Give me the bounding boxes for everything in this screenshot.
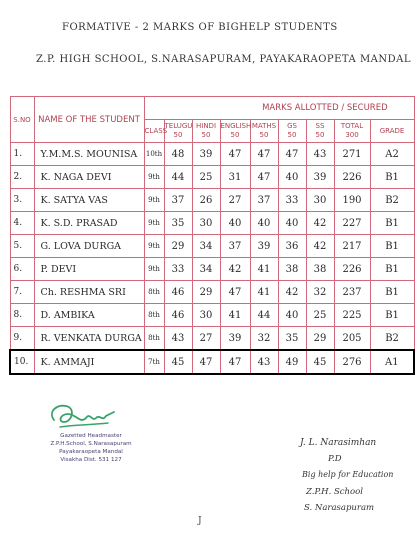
mark-cell: 38 [278, 258, 306, 281]
stamp-title: Gazetted Headmaster [60, 433, 122, 439]
mark-cell: 46 [164, 281, 192, 304]
mark-cell: 47 [220, 143, 250, 166]
mark-cell: 47 [278, 143, 306, 166]
student-class: 9th [144, 189, 164, 212]
mark-cell: 39 [220, 327, 250, 351]
student-name: K. AMMAJI [34, 350, 144, 374]
student-class: 7th [144, 350, 164, 374]
table-row [10, 258, 414, 281]
total-cell: 226 [334, 258, 370, 281]
col-telugu-header: TELUGU 50 [164, 120, 192, 143]
table-row [10, 327, 414, 351]
mark-cell: 40 [220, 212, 250, 235]
grade-cell: B1 [370, 281, 414, 304]
student-name: Ch. RESHMA SRI [34, 281, 144, 304]
total-cell: 237 [334, 281, 370, 304]
mark-cell: 47 [220, 281, 250, 304]
mark-cell: 40 [278, 212, 306, 235]
mark-cell: 26 [192, 189, 220, 212]
marks-group-header: MARKS ALLOTTED / SECURED [144, 97, 414, 120]
student-class: 9th [144, 235, 164, 258]
col-class-header: CLASS [144, 120, 164, 143]
page-title: FORMATIVE - 2 MARKS OF BIGHELP STUDENTS [62, 22, 338, 33]
grade-cell: B2 [370, 189, 414, 212]
mark-cell: 35 [278, 327, 306, 351]
mark-cell: 31 [220, 166, 250, 189]
mark-cell: 42 [278, 281, 306, 304]
student-name: Y.M.M.S. MOUNISA [34, 143, 144, 166]
grade-cell: B1 [370, 304, 414, 327]
mark-cell: 42 [306, 212, 334, 235]
total-cell: 226 [334, 166, 370, 189]
mark-cell: 47 [250, 143, 278, 166]
student-class: 8th [144, 281, 164, 304]
mark-cell: 46 [164, 304, 192, 327]
marks-table-container [9, 96, 413, 368]
student-class: 9th [144, 212, 164, 235]
mark-cell: 34 [192, 235, 220, 258]
col-name-header: NAME OF THE STUDENT [34, 97, 144, 143]
mark-cell: 29 [192, 281, 220, 304]
mark-cell: 32 [250, 327, 278, 351]
row-sno: 5. [10, 235, 34, 258]
mark-cell: 41 [250, 258, 278, 281]
student-name: G. LOVA DURGA [34, 235, 144, 258]
table-row [10, 143, 414, 166]
col-hindi-header: HINDI 50 [192, 120, 220, 143]
col-ss-header: SS 50 [306, 120, 334, 143]
total-cell: 205 [334, 327, 370, 351]
mark-cell: 39 [250, 235, 278, 258]
headmaster-signature [46, 400, 118, 434]
mark-cell: 45 [306, 350, 334, 374]
mark-cell: 43 [250, 350, 278, 374]
grade-cell: B1 [370, 258, 414, 281]
mark-cell: 36 [278, 235, 306, 258]
total-cell: 271 [334, 143, 370, 166]
grade-cell: A1 [370, 350, 414, 374]
pd-school: Z.P.H. School [306, 487, 363, 497]
student-class: 9th [144, 258, 164, 281]
row-sno: 8. [10, 304, 34, 327]
student-class: 10th [144, 143, 164, 166]
student-name: K. S.D. PRASAD [34, 212, 144, 235]
pd-org: Big help for Education [302, 470, 394, 479]
student-class: 8th [144, 304, 164, 327]
table-row [10, 350, 414, 374]
col-gs-header: GS 50 [278, 120, 306, 143]
mark-cell: 39 [306, 166, 334, 189]
table-row [10, 304, 414, 327]
row-sno: 2. [10, 166, 34, 189]
mark-cell: 30 [192, 304, 220, 327]
mark-cell: 42 [306, 235, 334, 258]
mark-cell: 37 [164, 189, 192, 212]
mark-cell: 32 [306, 281, 334, 304]
mark-cell: 29 [306, 327, 334, 351]
grade-cell: A2 [370, 143, 414, 166]
table-row [10, 212, 414, 235]
row-sno: 9. [10, 327, 34, 351]
col-sno-header: S.NO [10, 97, 34, 143]
mark-cell: 25 [306, 304, 334, 327]
mark-cell: 43 [306, 143, 334, 166]
mark-cell: 47 [192, 350, 220, 374]
pd-signature: J. L. Narasimhan [300, 438, 377, 448]
mark-cell: 44 [250, 304, 278, 327]
page-mark: J [198, 516, 202, 526]
mark-cell: 34 [192, 258, 220, 281]
mark-cell: 47 [250, 166, 278, 189]
mark-cell: 45 [164, 350, 192, 374]
col-maths-header: MATHS 50 [250, 120, 278, 143]
grade-cell: B2 [370, 327, 414, 351]
headmaster-stamp [36, 400, 146, 480]
pd-role: P.D [328, 454, 342, 464]
mark-cell: 33 [164, 258, 192, 281]
table-row [10, 189, 414, 212]
stamp-mandal: Payakaraopeta Mandal [59, 449, 123, 455]
mark-cell: 49 [278, 350, 306, 374]
mark-cell: 27 [220, 189, 250, 212]
grade-cell: B1 [370, 212, 414, 235]
row-sno: 10. [10, 350, 34, 374]
mark-cell: 42 [220, 258, 250, 281]
mark-cell: 35 [164, 212, 192, 235]
row-sno: 1. [10, 143, 34, 166]
mark-cell: 48 [164, 143, 192, 166]
mark-cell: 44 [164, 166, 192, 189]
student-class: 8th [144, 327, 164, 351]
col-grade-header: GRADE [370, 120, 414, 143]
row-sno: 7. [10, 281, 34, 304]
mark-cell: 41 [250, 281, 278, 304]
mark-cell: 40 [278, 304, 306, 327]
pd-signoff [300, 438, 415, 530]
grade-cell: B1 [370, 235, 414, 258]
table-row [10, 166, 414, 189]
row-sno: 4. [10, 212, 34, 235]
mark-cell: 47 [220, 350, 250, 374]
mark-cell: 41 [220, 304, 250, 327]
row-sno: 3. [10, 189, 34, 212]
student-name: K. NAGA DEVI [34, 166, 144, 189]
stamp-district: Visakha Dist. 531 127 [60, 457, 122, 463]
student-name: R. VENKATA DURGA [34, 327, 144, 351]
row-sno: 6. [10, 258, 34, 281]
mark-cell: 37 [220, 235, 250, 258]
total-cell: 217 [334, 235, 370, 258]
stamp-school: Z.P.H.School, S.Narasapuram [50, 441, 132, 447]
student-name: K. SATYA VAS [34, 189, 144, 212]
col-total-header: TOTAL 300 [334, 120, 370, 143]
mark-cell: 30 [192, 212, 220, 235]
table-row [10, 281, 414, 304]
mark-cell: 40 [278, 166, 306, 189]
mark-cell: 37 [250, 189, 278, 212]
mark-cell: 29 [164, 235, 192, 258]
school-subtitle: Z.P. HIGH SCHOOL, S.NARASAPURAM, PAYAKARAOPETA MANDAL [36, 54, 412, 65]
total-cell: 227 [334, 212, 370, 235]
marks-table [9, 96, 415, 375]
mark-cell: 40 [250, 212, 278, 235]
mark-cell: 38 [306, 258, 334, 281]
mark-cell: 25 [192, 166, 220, 189]
table-row [10, 235, 414, 258]
total-cell: 225 [334, 304, 370, 327]
pd-place: S. Narasapuram [304, 503, 375, 513]
student-name: P. DEVI [34, 258, 144, 281]
mark-cell: 27 [192, 327, 220, 351]
student-class: 9th [144, 166, 164, 189]
grade-cell: B1 [370, 166, 414, 189]
mark-cell: 43 [164, 327, 192, 351]
marks-table-body [10, 143, 414, 375]
total-cell: 190 [334, 189, 370, 212]
student-name: D. AMBIKA [34, 304, 144, 327]
mark-cell: 30 [306, 189, 334, 212]
mark-cell: 39 [192, 143, 220, 166]
col-english-header: ENGLISH 50 [220, 120, 250, 143]
total-cell: 276 [334, 350, 370, 374]
mark-cell: 33 [278, 189, 306, 212]
